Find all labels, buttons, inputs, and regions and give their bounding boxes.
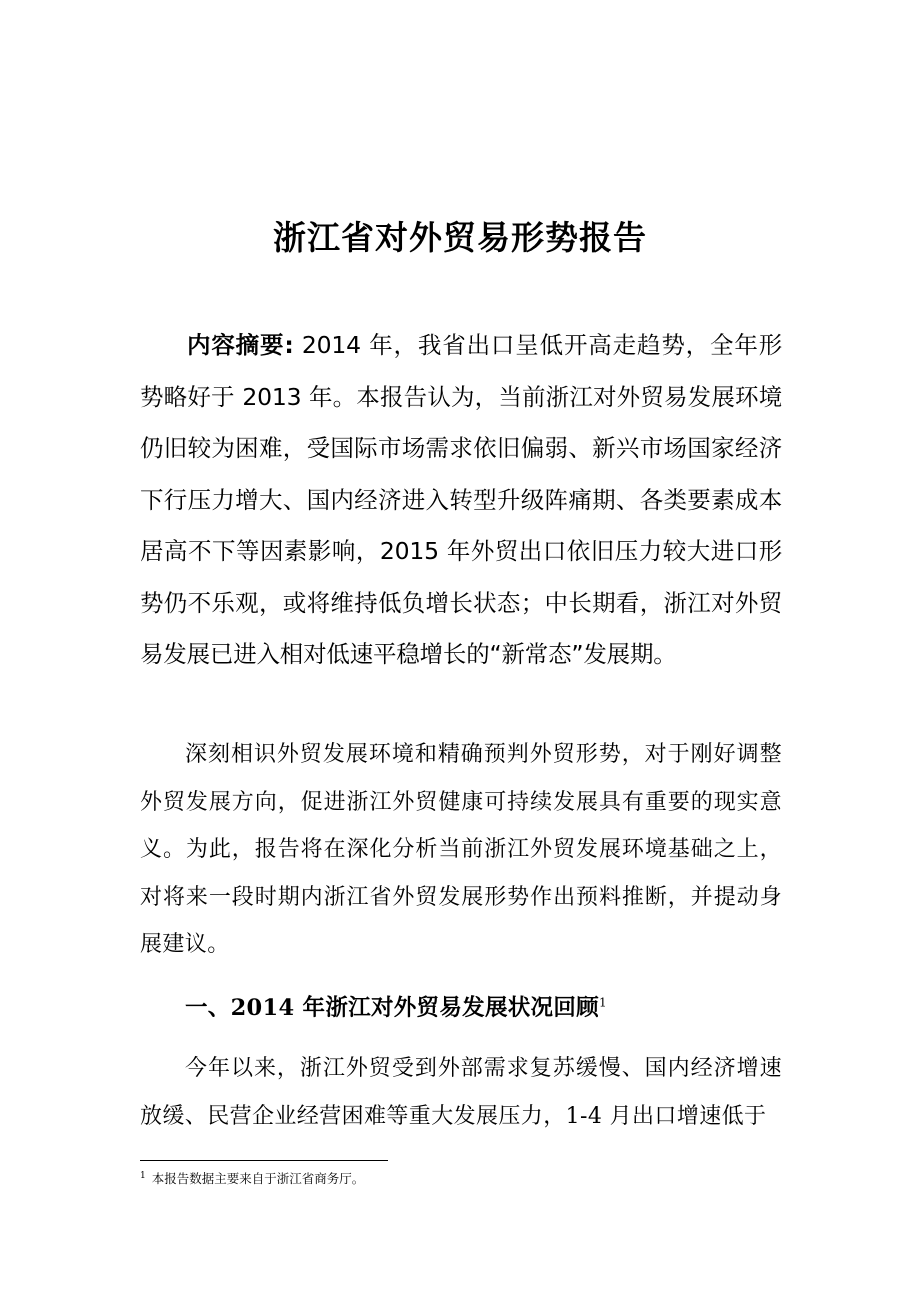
footnote-reference: 1 [598, 995, 607, 1010]
document-title: 浙江省对外贸易形势报告 [273, 218, 647, 257]
footnote-text: 本报告数据主要来自于浙江省商务厅。 [151, 1171, 365, 1186]
intro-paragraph: 深刻相识外贸发展环境和精确预判外贸形势，对于刚好调整外贸发展方向，促进浙江外贸健康可持续发展具有重要的现实意义。为此，报告将在深化分析当前浙江外贸发展环境基础之上，对将来一段时期内浙江省外贸发展形势作出预料推断，并提动身展建议。 [140, 742, 782, 957]
footnote-separator [140, 1160, 388, 1161]
footnote [140, 1169, 364, 1189]
section-heading [185, 988, 607, 1028]
section-paragraph: 今年以来，浙江外贸受到外部需求复苏缓慢、国内经济增速放缓、民营企业经营困难等重大发展压力，1-4 月出口增速低于 [140, 1056, 782, 1129]
abstract-paragraph [140, 320, 782, 681]
abstract-text: 2014 年，我省出口呈低开高走趋势，全年形势略好于 2013 年。本报告认为，当前浙江对外贸易发展环境仍旧较为困难，受国际市场需求依旧偏弱、新兴市场国家经济下行压力增大、国内经济进入转型升级阵痛期、各类要素成本居高不下等因素影响，2015 年外贸出口依旧压力较大进口形势仍不乐观，或将维持低负增长状态；中长期看，浙江对外贸易发展已进入相对低速平稳增长的“新常态”发展期。 [140, 331, 782, 668]
footnote-marker: 1 [140, 1170, 146, 1181]
abstract-label: 内容摘要: [187, 331, 294, 359]
section-heading-text: 一、2014 年浙江对外贸易发展状况回顾 [185, 995, 599, 1021]
